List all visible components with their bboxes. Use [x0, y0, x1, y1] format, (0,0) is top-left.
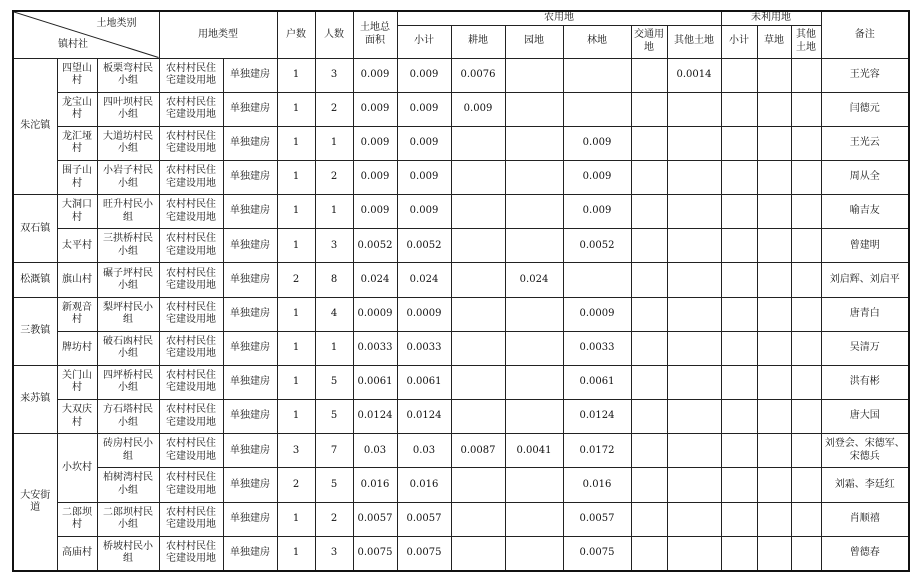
- build-type-cell: 单独建房: [223, 331, 277, 365]
- households-cell: 1: [277, 58, 315, 92]
- garden-cell: [505, 92, 563, 126]
- village-cell: 龙汇垭村: [57, 126, 97, 160]
- forest-cell: 0.009: [563, 160, 631, 194]
- garden-cell: [505, 229, 563, 263]
- forest-cell: 0.009: [563, 126, 631, 160]
- forest-cell: 0.0009: [563, 297, 631, 331]
- forest-cell: 0.0172: [563, 434, 631, 468]
- group-cell: 梨坪村民小组: [97, 297, 159, 331]
- village-cell: 大洞口村: [57, 195, 97, 229]
- arable-cell: [451, 365, 505, 399]
- total-area-cell: 0.0124: [353, 400, 397, 434]
- group-cell: 碾子坪村民小组: [97, 263, 159, 297]
- agri-subtotal-cell: 0.0052: [397, 229, 451, 263]
- forest-cell: 0.0075: [563, 536, 631, 571]
- table-row: [13, 434, 909, 468]
- arable-cell: [451, 195, 505, 229]
- total-area-cell: 0.0033: [353, 331, 397, 365]
- land-use-cell: 农村村民住宅建设用地: [159, 434, 223, 468]
- remark-cell: 刘霜、李廷红: [821, 468, 909, 502]
- table-row: [13, 263, 909, 297]
- remark-cell: 吴清万: [821, 331, 909, 365]
- unused-subtotal-cell: [721, 297, 757, 331]
- remark-cell: 唐大国: [821, 400, 909, 434]
- total-area-cell: 0.009: [353, 126, 397, 160]
- unused-other-cell: [791, 58, 821, 92]
- garden-cell: 0.0041: [505, 434, 563, 468]
- unused-other-cell: [791, 468, 821, 502]
- build-type-cell: 单独建房: [223, 365, 277, 399]
- arable-cell: [451, 536, 505, 571]
- unused-other-cell: [791, 297, 821, 331]
- village-cell: 大双庆村: [57, 400, 97, 434]
- diagonal-header-cell: [13, 11, 159, 58]
- land-use-cell: 农村村民住宅建设用地: [159, 400, 223, 434]
- land-use-cell: 农村村民住宅建设用地: [159, 160, 223, 194]
- other-land-cell: [667, 126, 721, 160]
- traffic-cell: [631, 434, 667, 468]
- group-cell: 砖房村民小组: [97, 434, 159, 468]
- group-cell: 桥坡村民小组: [97, 536, 159, 571]
- households-cell: 1: [277, 92, 315, 126]
- land-category-label: 土地类别: [96, 18, 137, 29]
- unused-other-cell: [791, 229, 821, 263]
- total-area-cell: 0.009: [353, 195, 397, 229]
- remarks-header: 备注: [821, 11, 909, 58]
- households-cell: 1: [277, 195, 315, 229]
- arable-cell: [451, 263, 505, 297]
- arable-cell: [451, 229, 505, 263]
- persons-cell: 3: [315, 58, 353, 92]
- unused-subtotal-cell: [721, 365, 757, 399]
- garden-cell: [505, 468, 563, 502]
- agri-subtotal-cell: 0.0075: [397, 536, 451, 571]
- land-use-type-header: 用地类型: [159, 11, 277, 58]
- table-row: [13, 365, 909, 399]
- remark-cell: 刘登会、宋德军、宋德兵: [821, 434, 909, 468]
- agri-subtotal-cell: 0.009: [397, 126, 451, 160]
- garden-cell: [505, 400, 563, 434]
- build-type-cell: 单独建房: [223, 58, 277, 92]
- village-cell: 小坎村: [57, 434, 97, 502]
- remark-cell: 王光云: [821, 126, 909, 160]
- group-cell: 四坪桥村民小组: [97, 365, 159, 399]
- persons-cell: 5: [315, 365, 353, 399]
- build-type-cell: 单独建房: [223, 502, 277, 536]
- grassland-cell: [757, 365, 791, 399]
- grassland-cell: [757, 92, 791, 126]
- arable-cell: 0.0087: [451, 434, 505, 468]
- table-row: [13, 331, 909, 365]
- other-land-cell: [667, 502, 721, 536]
- land-use-cell: 农村村民住宅建设用地: [159, 92, 223, 126]
- unused-subtotal-cell: [721, 331, 757, 365]
- garden-cell: [505, 160, 563, 194]
- traffic-cell: [631, 331, 667, 365]
- traffic-cell: [631, 297, 667, 331]
- village-cell: 二郎坝村: [57, 502, 97, 536]
- garden-cell: [505, 297, 563, 331]
- traffic-cell: [631, 58, 667, 92]
- table-row: [13, 502, 909, 536]
- unused-other-cell: [791, 126, 821, 160]
- build-type-cell: 单独建房: [223, 434, 277, 468]
- total-area-cell: 0.009: [353, 58, 397, 92]
- agri-subtotal-cell: 0.0061: [397, 365, 451, 399]
- forest-cell: 0.009: [563, 195, 631, 229]
- garden-cell: [505, 536, 563, 571]
- remark-cell: 曾德春: [821, 536, 909, 571]
- unused-other-cell: [791, 160, 821, 194]
- traffic-cell: [631, 502, 667, 536]
- build-type-cell: 单独建房: [223, 229, 277, 263]
- total-area-header: 土地总面积: [353, 11, 397, 58]
- persons-cell: 7: [315, 434, 353, 468]
- households-cell: 1: [277, 331, 315, 365]
- total-area-cell: 0.009: [353, 160, 397, 194]
- total-area-cell: 0.024: [353, 263, 397, 297]
- agri-subtotal-cell: 0.0009: [397, 297, 451, 331]
- households-cell: 1: [277, 536, 315, 571]
- remark-cell: 王光容: [821, 58, 909, 92]
- total-area-cell: 0.0052: [353, 229, 397, 263]
- traffic-cell: [631, 536, 667, 571]
- other-land-cell: [667, 331, 721, 365]
- build-type-cell: 单独建房: [223, 195, 277, 229]
- land-use-cell: 农村村民住宅建设用地: [159, 468, 223, 502]
- unused-subtotal-cell: [721, 434, 757, 468]
- build-type-cell: 单独建房: [223, 468, 277, 502]
- households-header: 户数: [277, 11, 315, 58]
- households-cell: 2: [277, 468, 315, 502]
- grassland-cell: [757, 434, 791, 468]
- village-cell: 围子山村: [57, 160, 97, 194]
- grassland-cell: [757, 468, 791, 502]
- agri-subtotal-cell: 0.009: [397, 92, 451, 126]
- remark-cell: 曾建明: [821, 229, 909, 263]
- table-row: [13, 92, 909, 126]
- agri-subtotal-header: 小计: [397, 25, 451, 58]
- grassland-cell: [757, 297, 791, 331]
- households-cell: 1: [277, 229, 315, 263]
- unused-subtotal-cell: [721, 229, 757, 263]
- agri-subtotal-cell: 0.016: [397, 468, 451, 502]
- group-cell: 旺升村民小组: [97, 195, 159, 229]
- village-cell: 牌坊村: [57, 331, 97, 365]
- village-cell: 高庙村: [57, 536, 97, 571]
- persons-cell: 1: [315, 126, 353, 160]
- land-use-cell: 农村村民住宅建设用地: [159, 331, 223, 365]
- unused-other-cell: [791, 536, 821, 571]
- traffic-cell: [631, 365, 667, 399]
- total-area-cell: 0.0075: [353, 536, 397, 571]
- garden-cell: [505, 195, 563, 229]
- unused-other-cell: [791, 331, 821, 365]
- build-type-cell: 单独建房: [223, 126, 277, 160]
- build-type-cell: 单独建房: [223, 263, 277, 297]
- arable-cell: [451, 502, 505, 536]
- other-land-cell: 0.0014: [667, 58, 721, 92]
- agri-subtotal-cell: 0.0033: [397, 331, 451, 365]
- households-cell: 2: [277, 263, 315, 297]
- unused-other-cell: [791, 434, 821, 468]
- remark-cell: 洪有彬: [821, 365, 909, 399]
- garden-header: 园地: [505, 25, 563, 58]
- agri-subtotal-cell: 0.009: [397, 160, 451, 194]
- land-use-cell: 农村村民住宅建设用地: [159, 297, 223, 331]
- land-use-cell: 农村村民住宅建设用地: [159, 195, 223, 229]
- garden-cell: [505, 331, 563, 365]
- unused-other-cell: [791, 263, 821, 297]
- forest-cell: 0.016: [563, 468, 631, 502]
- arable-cell: 0.0076: [451, 58, 505, 92]
- land-use-cell: 农村村民住宅建设用地: [159, 58, 223, 92]
- unused-other-cell: [791, 502, 821, 536]
- agricultural-land-header: 农用地: [397, 11, 721, 25]
- remark-cell: 周从全: [821, 160, 909, 194]
- agri-subtotal-cell: 0.03: [397, 434, 451, 468]
- agri-subtotal-cell: 0.0124: [397, 400, 451, 434]
- town-cell: 三教镇: [13, 297, 57, 365]
- traffic-header: 交通用地: [631, 25, 667, 58]
- unused-subtotal-cell: [721, 502, 757, 536]
- traffic-cell: [631, 92, 667, 126]
- land-use-cell: 农村村民住宅建设用地: [159, 536, 223, 571]
- forest-header: 林地: [563, 25, 631, 58]
- traffic-cell: [631, 263, 667, 297]
- group-cell: 方石塔村民小组: [97, 400, 159, 434]
- unused-other-cell: [791, 195, 821, 229]
- table-row: [13, 58, 909, 92]
- unused-subtotal-cell: [721, 468, 757, 502]
- build-type-cell: 单独建房: [223, 297, 277, 331]
- table-row: [13, 400, 909, 434]
- other-land-cell: [667, 400, 721, 434]
- forest-cell: 0.0061: [563, 365, 631, 399]
- grassland-cell: [757, 331, 791, 365]
- traffic-cell: [631, 160, 667, 194]
- garden-cell: [505, 58, 563, 92]
- persons-cell: 3: [315, 229, 353, 263]
- forest-cell: [563, 92, 631, 126]
- unused-other-cell: [791, 92, 821, 126]
- persons-cell: 1: [315, 331, 353, 365]
- other-land-cell: [667, 263, 721, 297]
- group-cell: 四叶坝村民小组: [97, 92, 159, 126]
- unused-subtotal-cell: [721, 126, 757, 160]
- households-cell: 3: [277, 434, 315, 468]
- arable-cell: [451, 297, 505, 331]
- unused-other-header: 其他土地: [791, 25, 821, 58]
- persons-cell: 5: [315, 400, 353, 434]
- garden-cell: [505, 126, 563, 160]
- traffic-cell: [631, 229, 667, 263]
- forest-cell: [563, 58, 631, 92]
- build-type-cell: 单独建房: [223, 160, 277, 194]
- table-row: [13, 536, 909, 571]
- traffic-cell: [631, 400, 667, 434]
- remark-cell: 刘启辉、刘启平: [821, 263, 909, 297]
- persons-header: 人数: [315, 11, 353, 58]
- land-use-cell: 农村村民住宅建设用地: [159, 502, 223, 536]
- table-row: [13, 229, 909, 263]
- other-land-cell: [667, 434, 721, 468]
- persons-cell: 3: [315, 536, 353, 571]
- grassland-cell: [757, 400, 791, 434]
- unused-subtotal-cell: [721, 92, 757, 126]
- other-land-cell: [667, 365, 721, 399]
- forest-cell: 0.0052: [563, 229, 631, 263]
- traffic-cell: [631, 126, 667, 160]
- total-area-cell: 0.0061: [353, 365, 397, 399]
- unused-other-cell: [791, 365, 821, 399]
- town-cell: 大安街道: [13, 434, 57, 571]
- total-area-cell: 0.016: [353, 468, 397, 502]
- households-cell: 1: [277, 126, 315, 160]
- grassland-cell: [757, 502, 791, 536]
- households-cell: 1: [277, 400, 315, 434]
- households-cell: 1: [277, 365, 315, 399]
- village-cell: 关门山村: [57, 365, 97, 399]
- households-cell: 1: [277, 502, 315, 536]
- other-land-cell: [667, 160, 721, 194]
- other-land-cell: [667, 92, 721, 126]
- town-village-label: 镇村社: [58, 39, 88, 50]
- unused-land-header: 未利用地: [721, 11, 821, 25]
- village-cell: 太平村: [57, 229, 97, 263]
- grassland-cell: [757, 195, 791, 229]
- remark-cell: 唐青白: [821, 297, 909, 331]
- agri-subtotal-cell: 0.024: [397, 263, 451, 297]
- arable-cell: 0.009: [451, 92, 505, 126]
- village-cell: 旗山村: [57, 263, 97, 297]
- unused-subtotal-cell: [721, 536, 757, 571]
- grassland-cell: [757, 263, 791, 297]
- forest-cell: 0.0124: [563, 400, 631, 434]
- households-cell: 1: [277, 160, 315, 194]
- town-cell: 松溉镇: [13, 263, 57, 297]
- town-cell: 双石镇: [13, 195, 57, 263]
- forest-cell: 0.0033: [563, 331, 631, 365]
- unused-subtotal-cell: [721, 400, 757, 434]
- agri-subtotal-cell: 0.0057: [397, 502, 451, 536]
- garden-cell: [505, 502, 563, 536]
- unused-subtotal-cell: [721, 195, 757, 229]
- persons-cell: 2: [315, 160, 353, 194]
- garden-cell: 0.024: [505, 263, 563, 297]
- persons-cell: 2: [315, 502, 353, 536]
- arable-cell: [451, 160, 505, 194]
- grassland-cell: [757, 536, 791, 571]
- persons-cell: 2: [315, 92, 353, 126]
- remark-cell: 喻吉友: [821, 195, 909, 229]
- group-cell: 小岩子村民小组: [97, 160, 159, 194]
- grassland-cell: [757, 229, 791, 263]
- other-land-cell: [667, 229, 721, 263]
- arable-cell: [451, 468, 505, 502]
- arable-header: 耕地: [451, 25, 505, 58]
- table-row: [13, 468, 909, 502]
- garden-cell: [505, 365, 563, 399]
- persons-cell: 5: [315, 468, 353, 502]
- table-row: [13, 126, 909, 160]
- group-cell: 柏树湾村民小组: [97, 468, 159, 502]
- unused-other-cell: [791, 400, 821, 434]
- other-land-cell: [667, 468, 721, 502]
- build-type-cell: 单独建房: [223, 400, 277, 434]
- land-use-table: [12, 10, 910, 572]
- total-area-cell: 0.0009: [353, 297, 397, 331]
- remark-cell: 闫德元: [821, 92, 909, 126]
- unused-subtotal-cell: [721, 160, 757, 194]
- agri-subtotal-cell: 0.009: [397, 195, 451, 229]
- land-use-cell: 农村村民住宅建设用地: [159, 365, 223, 399]
- land-use-cell: 农村村民住宅建设用地: [159, 229, 223, 263]
- village-cell: 四望山村: [57, 58, 97, 92]
- table-row: [13, 297, 909, 331]
- other-land-cell: [667, 536, 721, 571]
- build-type-cell: 单独建房: [223, 536, 277, 571]
- traffic-cell: [631, 195, 667, 229]
- town-cell: 来苏镇: [13, 365, 57, 433]
- table-row: [13, 195, 909, 229]
- arable-cell: [451, 126, 505, 160]
- grassland-cell: [757, 126, 791, 160]
- land-use-cell: 农村村民住宅建设用地: [159, 126, 223, 160]
- town-cell: 朱沱镇: [13, 58, 57, 195]
- group-cell: 破石凼村民小组: [97, 331, 159, 365]
- total-area-cell: 0.03: [353, 434, 397, 468]
- group-cell: 板栗弯村民小组: [97, 58, 159, 92]
- persons-cell: 4: [315, 297, 353, 331]
- total-area-cell: 0.0057: [353, 502, 397, 536]
- group-cell: 二郎坝村民小组: [97, 502, 159, 536]
- table-row: [13, 160, 909, 194]
- forest-cell: [563, 263, 631, 297]
- unused-subtotal-header: 小计: [721, 25, 757, 58]
- group-cell: 大道坊村民小组: [97, 126, 159, 160]
- total-area-cell: 0.009: [353, 92, 397, 126]
- village-cell: 新观音村: [57, 297, 97, 331]
- households-cell: 1: [277, 297, 315, 331]
- unused-subtotal-cell: [721, 58, 757, 92]
- persons-cell: 1: [315, 195, 353, 229]
- other-land-header: 其他土地: [667, 25, 721, 58]
- remark-cell: 肖顺禧: [821, 502, 909, 536]
- other-land-cell: [667, 195, 721, 229]
- traffic-cell: [631, 468, 667, 502]
- forest-cell: 0.0057: [563, 502, 631, 536]
- village-cell: 龙宝山村: [57, 92, 97, 126]
- unused-subtotal-cell: [721, 263, 757, 297]
- persons-cell: 8: [315, 263, 353, 297]
- other-land-cell: [667, 297, 721, 331]
- grassland-cell: [757, 160, 791, 194]
- land-use-cell: 农村村民住宅建设用地: [159, 263, 223, 297]
- agri-subtotal-cell: 0.009: [397, 58, 451, 92]
- arable-cell: [451, 331, 505, 365]
- build-type-cell: 单独建房: [223, 92, 277, 126]
- grassland-cell: [757, 58, 791, 92]
- grassland-header: 草地: [757, 25, 791, 58]
- group-cell: 三拱桥村民小组: [97, 229, 159, 263]
- arable-cell: [451, 400, 505, 434]
